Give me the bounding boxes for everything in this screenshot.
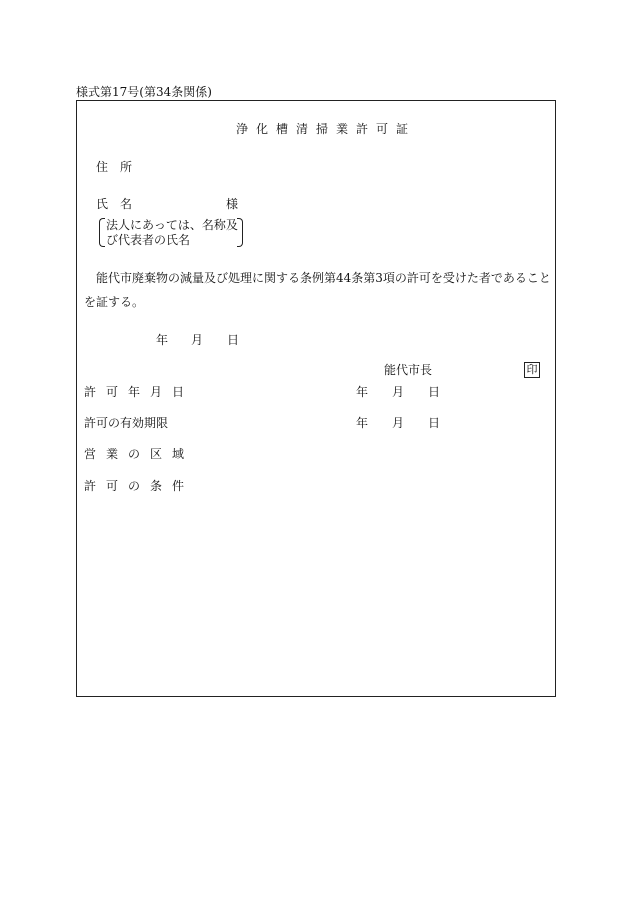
permit-date-year: 年 — [356, 385, 369, 399]
validity-day: 日 — [428, 416, 441, 430]
issue-date-day: 日 — [227, 333, 240, 347]
note-bracket-right — [237, 218, 243, 247]
conditions-label: 許可の条件 — [84, 479, 195, 493]
address-label: 住 所 — [96, 160, 133, 174]
issue-date-year: 年 — [156, 333, 169, 347]
form-title: 浄化槽清掃業許可証 — [236, 122, 417, 136]
issue-date-month: 月 — [191, 333, 204, 347]
validity-label: 許可の有効期限 — [84, 416, 169, 430]
note-bracket-left — [99, 218, 105, 247]
corporate-note-line-2: び代表者の氏名 — [106, 233, 191, 247]
issuer-name: 能代市長 — [384, 363, 433, 377]
validity-year: 年 — [356, 416, 369, 430]
corporate-note-line-1: 法人にあっては、名称及 — [106, 218, 238, 232]
permit-date-label: 許可年月日 — [84, 385, 195, 399]
certification-text-line-1: 能代市廃棄物の減量及び処理に関する条例第44条第3項の許可を受けた者であること — [96, 271, 551, 285]
seal-mark: 印 — [524, 362, 540, 378]
name-suffix: 様 — [226, 197, 239, 211]
validity-month: 月 — [392, 416, 405, 430]
permit-date-day: 日 — [428, 385, 441, 399]
permit-date-month: 月 — [392, 385, 405, 399]
business-area-label: 営業の区域 — [84, 447, 195, 461]
certification-text-line-2: を証する。 — [84, 295, 145, 309]
form-number: 様式第17号(第34条関係) — [76, 85, 212, 99]
name-label: 氏 名 — [96, 197, 133, 211]
